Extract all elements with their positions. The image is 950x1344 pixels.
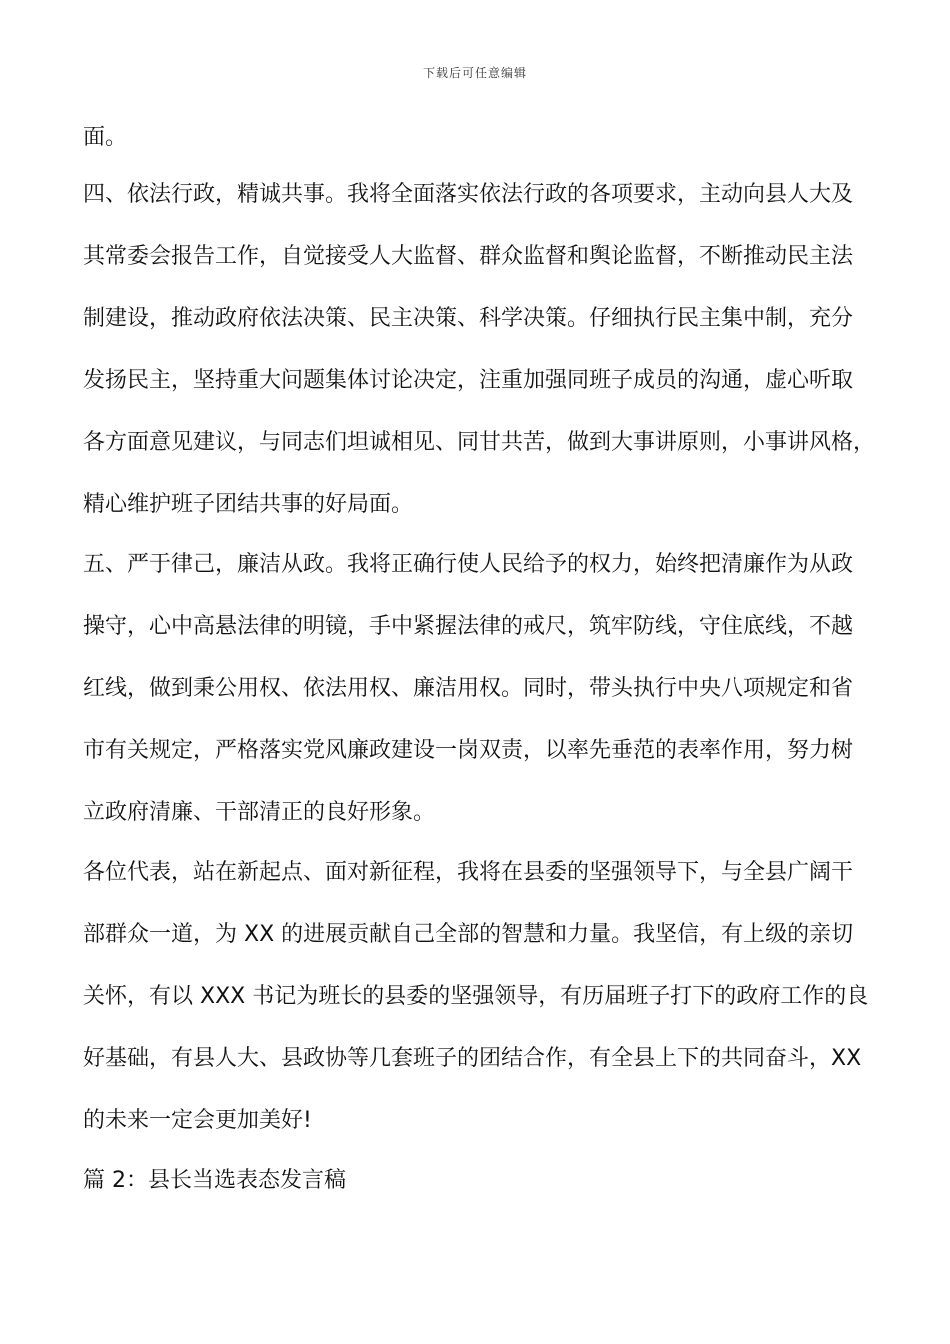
text-line: 制建设，推动政府依法决策、民主决策、科学决策。仔细执行民主集中制，充分 <box>83 306 854 331</box>
text-line: 五、严于律己，廉洁从政。我将正确行使人民给予的权力，始终把清廉作为从政 <box>83 552 854 577</box>
text-line: 关怀，有以 XXX 书记为班长的县委的坚强领导，有历届班子打下的政府工作的良 <box>83 984 869 1009</box>
text-line: 红线，做到秉公用权、依法用权、廉洁用权。同时，带头执行中央八项规定和省 <box>83 676 854 701</box>
text-line: 发扬民主，坚持重大问题集体讨论决定，注重加强同班子成员的沟通，虚心听取 <box>83 368 854 393</box>
page-header: 下载后可任意编辑 <box>422 66 527 80</box>
text-line: 的未来一定会更加美好! <box>83 1108 312 1133</box>
text-line: 其常委会报告工作，自觉接受人大监督、群众监督和舆论监督，不断推动民主法 <box>83 244 854 269</box>
text-line: 各位代表，站在新起点、面对新征程，我将在县委的坚强领导下，与全县广阔干 <box>83 860 854 885</box>
text-line: 面。 <box>83 125 128 150</box>
text-line: 立政府清廉、干部清正的良好形象。 <box>83 800 436 825</box>
section-heading: 篇 2：县长当选表态发言稿 <box>83 1168 346 1193</box>
text-line: 市有关规定，严格落实党风廉政建设一岗双责，以率先垂范的表率作用，努力树 <box>83 738 854 763</box>
text-line: 好基础，有县人大、县政协等几套班子的团结合作，有全县上下的共同奋斗，XX <box>83 1046 862 1071</box>
text-line: 部群众一道，为 XX 的进展贡献自己全部的智慧和力量。我坚信，有上级的亲切 <box>83 922 854 947</box>
text-line: 精心维护班子团结共事的好局面。 <box>83 492 414 517</box>
text-line: 各方面意见建议，与同志们坦诚相见、同甘共苦，做到大事讲原则，小事讲风格， <box>83 430 876 455</box>
text-line: 操守，心中高悬法律的明镜，手中紧握法律的戒尺，筑牢防线，守住底线，不越 <box>83 614 854 639</box>
text-line: 四、依法行政，精诚共事。我将全面落实依法行政的各项要求，主动向县人大及 <box>83 182 854 207</box>
